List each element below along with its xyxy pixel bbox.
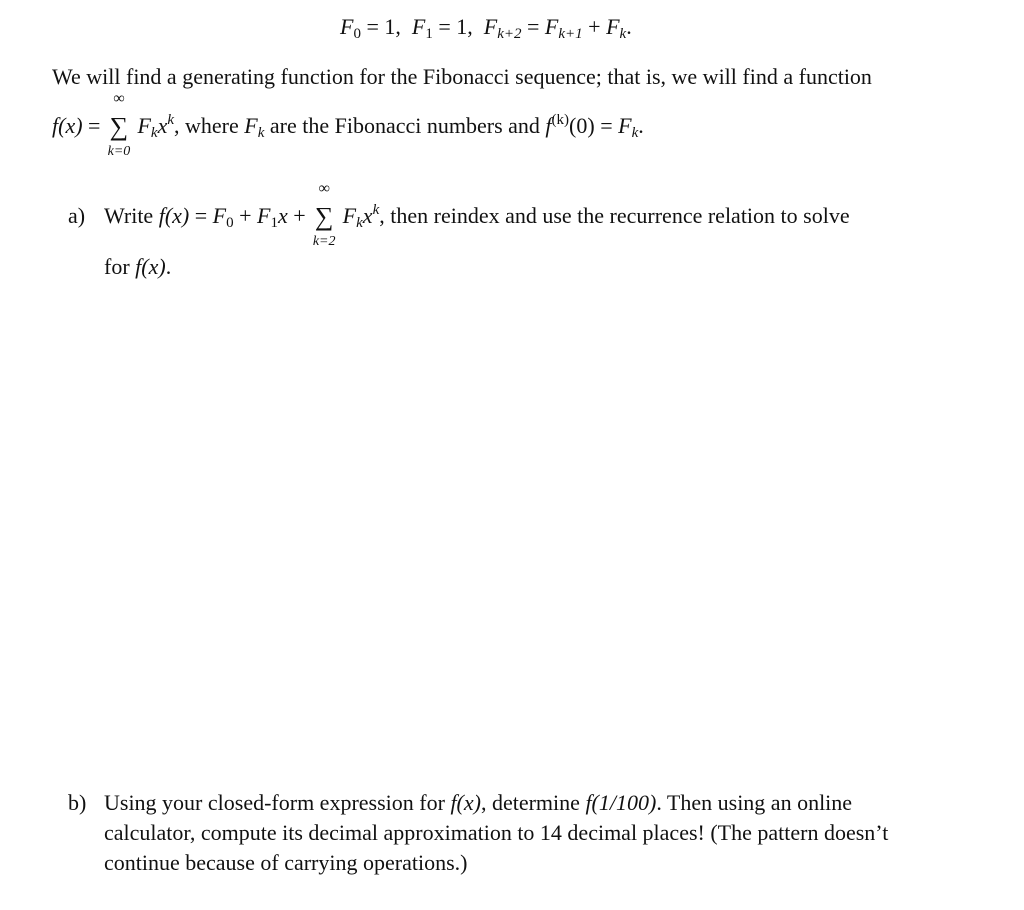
part-a-line-2 [104, 254, 171, 280]
part-a-term-subscript: 1 [270, 215, 278, 231]
intro-exponent: k [167, 112, 175, 128]
intro-text: are the Fibonacci numbers and [264, 113, 546, 138]
recurrence-symbol: F [411, 14, 426, 39]
part-b-line-2 [104, 820, 888, 846]
part-a-line-1 [68, 180, 850, 249]
part-a-exponent: k [372, 202, 380, 218]
recurrence-value: 1 [384, 14, 396, 39]
part-b-text: Using your closed-form expression for [104, 790, 451, 815]
part-a-plus: + [239, 203, 252, 228]
part-a-function: f(x) [135, 254, 166, 279]
recurrence-equation [340, 14, 632, 43]
intro-period: . [638, 113, 644, 138]
intro-derivative-arg: (0) [569, 113, 595, 138]
summation-upper-limit: ∞ [318, 180, 330, 197]
part-a-text: for [104, 254, 136, 279]
intro-variable: x [157, 113, 168, 138]
summation-sigma: ∑ [314, 202, 334, 231]
intro-line-2 [52, 90, 644, 159]
part-a-period: . [165, 254, 172, 279]
recurrence-period: . [626, 14, 632, 39]
recurrence-plus: + [588, 14, 601, 39]
intro-equals: = [88, 113, 101, 138]
intro-equals: = [600, 113, 613, 138]
summation-sigma: ∑ [109, 112, 129, 141]
part-b-function: f(x) [450, 790, 481, 815]
part-a-text: Write [104, 203, 159, 228]
recurrence-equals: = [438, 14, 451, 39]
recurrence-subscript: 1 [425, 26, 433, 42]
part-b-line-1 [68, 790, 852, 816]
part-a-variable: x [277, 203, 288, 228]
intro-term: F [137, 113, 151, 138]
intro-function: f(x) [52, 113, 83, 138]
recurrence-symbol: F [544, 14, 559, 39]
part-b-text: . Then using an online [656, 790, 853, 815]
part-a-text: , then reindex and use the recurrence relation to solve [379, 203, 850, 228]
part-a-term-subscript: 0 [226, 215, 234, 231]
part-a-variable: x [362, 203, 373, 228]
recurrence-comma: , [467, 14, 473, 39]
recurrence-comma: , [395, 14, 401, 39]
part-b-line-3 [104, 850, 467, 876]
intro-term-subscript: k [631, 125, 639, 141]
summation-lower-limit: k=2 [312, 234, 336, 249]
recurrence-value: 1 [456, 14, 468, 39]
part-a-term: F [342, 203, 357, 228]
intro-term: F [244, 113, 258, 138]
part-a-term: F [212, 203, 227, 228]
part-a-term-subscript: k [356, 215, 363, 231]
part-b-label: b) [68, 790, 87, 815]
part-b-text: , determine [480, 790, 586, 815]
part-a-function: f(x) [158, 203, 190, 228]
recurrence-symbol: F [340, 14, 354, 39]
recurrence-symbol: F [483, 14, 498, 39]
summation-symbol [106, 90, 132, 159]
recurrence-subscript: k+2 [497, 26, 522, 42]
recurrence-symbol: F [606, 14, 620, 39]
intro-term: F [618, 113, 632, 138]
intro-text: , where [174, 113, 245, 138]
intro-term-subscript: k [257, 125, 265, 141]
summation-symbol [311, 180, 337, 249]
intro-line-1 [52, 64, 872, 90]
intro-term-subscript: k [150, 125, 158, 141]
summation-upper-limit: ∞ [113, 90, 125, 107]
recurrence-subscript: 0 [353, 26, 361, 42]
summation-lower-limit: k=0 [107, 144, 131, 159]
recurrence-subscript: k [619, 26, 627, 42]
recurrence-subscript: k+1 [558, 26, 583, 42]
recurrence-equals: = [526, 14, 540, 39]
part-b-evaluation: f(1/100) [585, 790, 657, 815]
intro-text: We will find a generating function for the Fibonacci sequence; that is, we will find a function [52, 64, 872, 89]
part-a-plus: + [293, 203, 306, 228]
part-a-term: F [257, 203, 271, 228]
intro-derivative: f [545, 113, 552, 138]
intro-derivative-order: (k) [551, 112, 570, 128]
part-b-text: continue because of carrying operations.) [104, 850, 468, 875]
recurrence-equals: = [366, 14, 379, 39]
part-a-equals: = [194, 203, 208, 228]
part-a-label: a) [68, 203, 86, 228]
part-b-text: calculator, compute its decimal approximation to 14 decimal places! (The pattern doesn’t [104, 820, 889, 845]
